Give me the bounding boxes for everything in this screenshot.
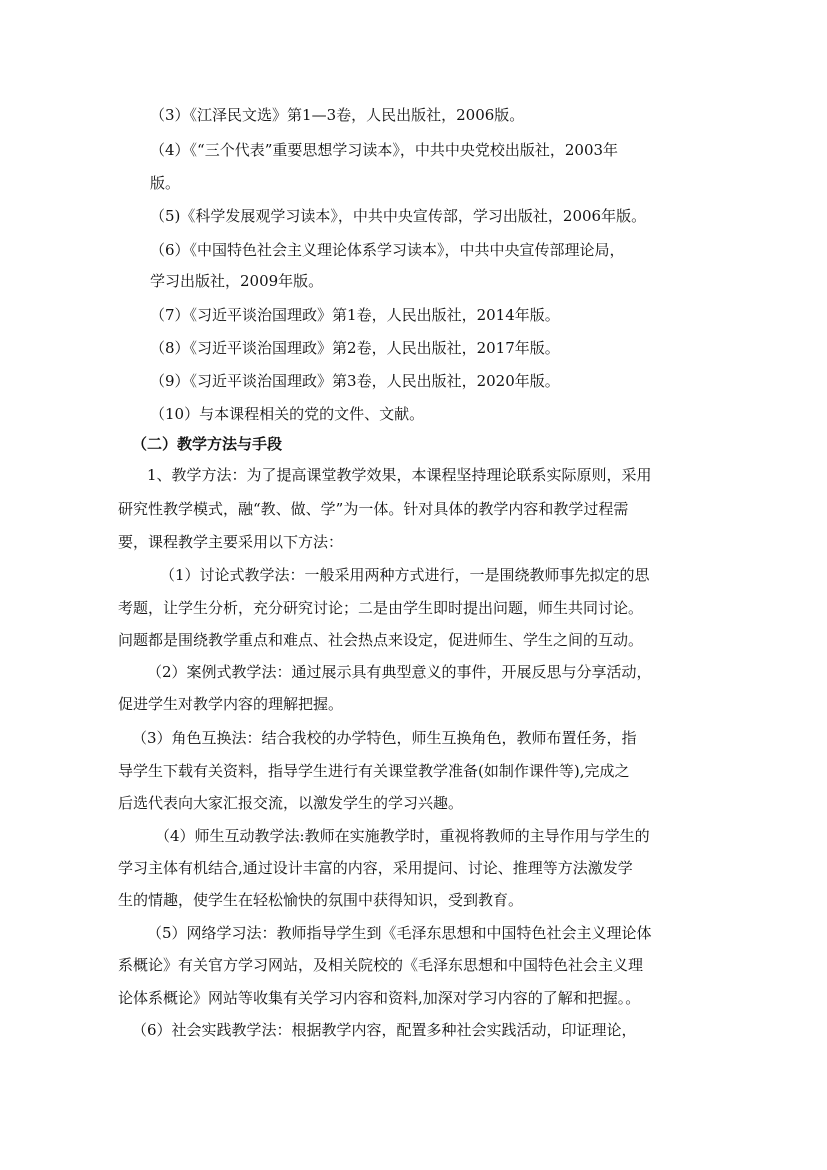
method-4-line-1: （4）师生互动教学法:教师在实施教学时，重视将教师的主导作用与学生的 (155, 827, 650, 845)
method-3-line-1: （3）角色互换法：结合我校的办学特色，师生互换角色，教师布置任务，指 (132, 729, 637, 747)
method-2-line-1: （2）案例式教学法：通过展示具有典型意义的事件，开展反思与分享活动， (147, 663, 652, 681)
reference-8: （8）《习近平谈治国理政》第2卷，人民出版社，2017年版。 (150, 339, 560, 357)
method-6-line-1: （6）社会实践教学法：根据教学内容，配置多种社会实践活动，印证理论， (132, 1021, 637, 1039)
method-5-line-2: 系概论》有关官方学习网站，及相关院校的《毛泽东思想和中国特色社会主义理 (118, 956, 644, 974)
teaching-methods-intro-line-1: 1、教学方法：为了提高课堂教学效果，本课程坚持理论联系实际原则，采用 (147, 466, 652, 484)
method-5-line-1: （5）网络学习法：教师指导学生到《毛泽东思想和中国特色社会主义理论体 (147, 924, 652, 942)
reference-6-line-2: 学习出版社，2009年版。 (150, 272, 324, 290)
teaching-methods-intro-line-2: 研究性教学模式，融“教、做、学”为一体。针对具体的教学内容和教学过程需 (118, 500, 629, 518)
reference-4-line-2: 版。 (150, 174, 181, 192)
teaching-methods-intro-line-3: 要，课程教学主要采用以下方法： (118, 533, 344, 551)
method-1-line-2: 考题，让学生分析，充分研究讨论；二是由学生即时提出问题，师生共同讨论。 (118, 599, 644, 617)
method-1-line-3: 问题都是围绕教学重点和难点、社会热点来设定，促进师生、学生之间的互动。 (118, 631, 644, 649)
reference-4-line-1: （4）《“三个代表”重要思想学习读本》，中共中央党校出版社，2003年 (150, 141, 619, 159)
method-4-line-2: 学习主体有机结合,通过设计丰富的内容，采用提问、讨论、推理等方法激发学 (118, 859, 633, 877)
reference-7: （7）《习近平谈治国理政》第1卷，人民出版社，2014年版。 (150, 306, 560, 324)
reference-6-line-1: （6）《中国特色社会主义理论体系学习读本》，中共中央宣传部理论局， (150, 241, 625, 259)
method-3-line-2: 导学生下载有关资料，指导学生进行有关课堂教学准备(如制作课件等),完成之 (118, 762, 630, 780)
reference-9: （9）《习近平谈治国理政》第3卷，人民出版社，2020年版。 (150, 372, 560, 390)
reference-3: （3）《江泽民文选》第1—3卷，人民出版社，2006版。 (150, 106, 525, 124)
reference-10: （10）与本课程相关的党的文件、文献。 (150, 405, 425, 423)
method-3-line-3: 后选代表向大家汇报交流，以激发学生的学习兴趣。 (118, 794, 464, 812)
method-1-line-1: （1）讨论式教学法：一般采用两种方式进行，一是围绕教师事先拟定的思 (160, 566, 650, 584)
method-5-line-3: 论体系概论》网站等收集有关学习内容和资料,加深对学习内容的了解和把握。。 (118, 989, 641, 1007)
method-2-line-2: 促进学生对教学内容的理解把握。 (118, 695, 344, 713)
method-4-line-3: 生的情趣，使学生在轻松愉快的氛围中获得知识，受到教育。 (118, 891, 524, 909)
section-heading: （二）教学方法与手段 (132, 435, 283, 453)
reference-5: （5)《科学发展观学习读本》，中共中央宣传部，学习出版社，2006年版。 (150, 207, 647, 225)
